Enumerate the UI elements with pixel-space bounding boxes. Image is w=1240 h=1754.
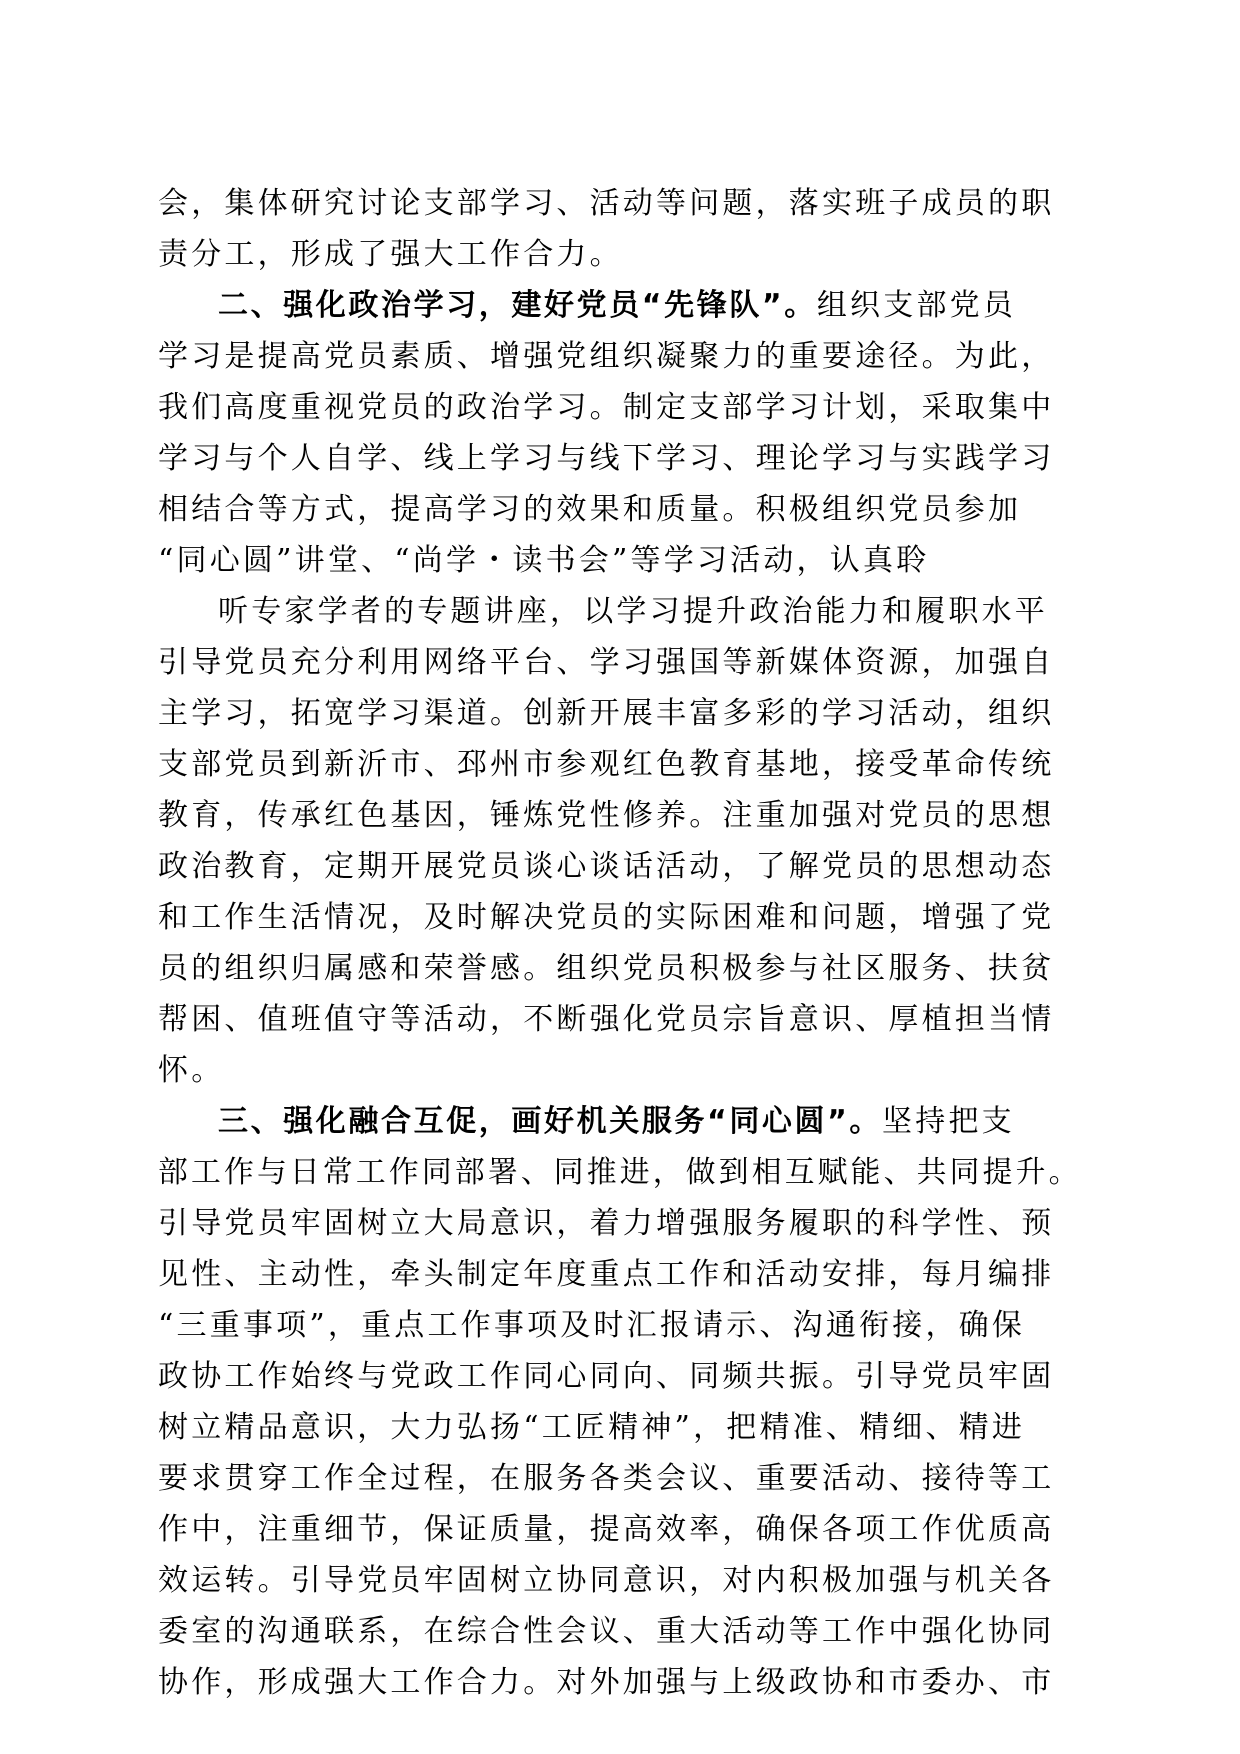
text-run: 坚持把支 — [882, 1104, 1015, 1139]
text-line: 效运转。引导党员牢固树立协同意识，对内积极加强与机关各 — [158, 1563, 1055, 1598]
section-heading-three: 三、强化融合互促，画好机关服务“同心圆”。 — [218, 1104, 883, 1139]
text-line: 员的组织归属感和荣誉感。组织党员积极参与社区服务、扶贫 — [158, 951, 1055, 986]
text-line: 学习与个人自学、线上学习与线下学习、理论学习与实践学习 — [158, 441, 1055, 476]
text-line: 和工作生活情况，及时解决党员的实际困难和问题，增强了党 — [158, 900, 1055, 935]
section-three-first-line — [218, 1100, 1015, 1144]
text-line: 见性、主动性，牵头制定年度重点工作和活动安排，每月编排 — [158, 1257, 1055, 1292]
text-run: 组织支部党员 — [816, 288, 1017, 323]
text-line: 主学习，拓宽学习渠道。创新开展丰富多彩的学习活动，组织 — [158, 696, 1055, 731]
text-line: 政治教育，定期开展党员谈心谈话活动，了解党员的思想动态 — [158, 849, 1055, 884]
text-line: 政协工作始终与党政工作同心同向、同频共振。引导党员牢固 — [158, 1359, 1055, 1394]
section-heading-two: 二、强化政治学习，建好党员“先锋队”。 — [218, 288, 817, 323]
text-line: 委室的沟通联系，在综合性会议、重大活动等工作中强化协同 — [158, 1614, 1055, 1649]
text-line: 作中，注重细节，保证质量，提高效率，确保各项工作优质高 — [158, 1512, 1055, 1547]
text-line: 部工作与日常工作同部署、同推进，做到相互赋能、共同提升。 — [158, 1155, 1082, 1190]
text-line: 树立精品意识，大力弘扬“工匠精神”，把精准、精细、精进 — [158, 1410, 1026, 1445]
text-line: 帮困、值班值守等活动，不断强化党员宗旨意识、厚植担当情 — [158, 1002, 1055, 1037]
text-line: 学习是提高党员素质、增强党组织凝聚力的重要途径。为此， — [158, 339, 1055, 374]
text-line: 相结合等方式，提高学习的效果和质量。积极组织党员参加 — [158, 492, 1022, 527]
section-two-first-line — [218, 284, 1016, 328]
text-line: 要求贯穿工作全过程，在服务各类会议、重要活动、接待等工 — [158, 1461, 1055, 1496]
text-line: “同心圆”讲堂、“尚学・读书会”等学习活动，认真聆 — [158, 543, 930, 578]
text-line: 引导党员牢固树立大局意识，着力增强服务履职的科学性、预 — [158, 1206, 1055, 1241]
text-line: “三重事项”，重点工作事项及时汇报请示、沟通衔接，确保 — [158, 1308, 1026, 1343]
text-line: 支部党员到新沂市、邳州市参观红色教育基地，接受革命传统 — [158, 747, 1055, 782]
text-line: 引导党员充分利用网络平台、学习强国等新媒体资源，加强自 — [158, 645, 1055, 680]
text-line: 怀。 — [158, 1053, 225, 1088]
text-line-overflow: 协作，形成强大工作合力。对外加强与上级政协和市委办、市 — [158, 1665, 1055, 1700]
text-line: 教育，传承红色基因，锤炼党性修养。注重加强对党员的思想 — [158, 798, 1055, 833]
text-line: 责分工，形成了强大工作合力。 — [158, 237, 623, 272]
text-line: 听专家学者的专题讲座，以学习提升政治能力和履职水平 — [218, 594, 1048, 629]
text-line: 我们高度重视党员的政治学习。制定支部学习计划，采取集中 — [158, 390, 1055, 425]
text-line: 会，集体研究讨论支部学习、活动等问题，落实班子成员的职 — [158, 186, 1055, 221]
